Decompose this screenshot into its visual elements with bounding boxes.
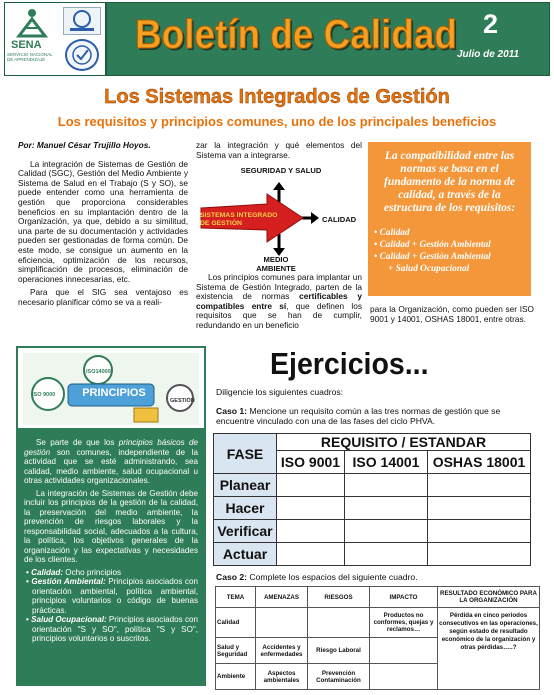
table-cell[interactable] — [370, 638, 438, 664]
principios-item — [24, 568, 198, 578]
callout-list — [374, 227, 525, 275]
diagram-label-bottom: MEDIO AMBIENTE — [256, 255, 296, 273]
article-paragraph: zar la integración y qué elementos del Sistema van a integrarse. — [196, 140, 362, 160]
case-1-text — [216, 406, 536, 426]
table-cell[interactable] — [308, 608, 370, 638]
case-2-description: Complete los espacios del siguiente cuadro. — [247, 572, 418, 582]
case-1-label: Caso 1: — [216, 406, 248, 416]
table-cell: Accidentes y enfermedades — [256, 638, 308, 664]
table-header: TEMA — [216, 587, 256, 608]
row-header: Calidad — [216, 608, 256, 638]
callout-item: • Calidad + Gestión Ambiental — [374, 251, 525, 263]
principios-item-text: Principios asociados con orientación "S y SO", política "S y SO", principios voluntarios o suscritos. — [32, 615, 198, 643]
principios-item-text: Ocho principios — [63, 567, 122, 577]
risk-table — [215, 586, 540, 690]
callout-item: • Calidad + Gestión Ambiental — [374, 239, 525, 251]
principios-panel — [16, 346, 206, 686]
article-column-2-bottom — [196, 273, 362, 331]
table-cell[interactable] — [256, 608, 308, 638]
answer-cell[interactable] — [345, 497, 428, 520]
certification-logo-icon — [63, 7, 101, 35]
exercises-title: Ejercicios... — [270, 346, 429, 381]
callout-box — [368, 142, 531, 296]
article-author: Por: Manuel César Trujillo Hoyos. — [18, 140, 151, 150]
phase-cell: Actuar — [214, 543, 277, 566]
requirement-header: REQUISITO / ESTANDAR — [277, 434, 531, 451]
article-bold-phrase: certificables y compatibles entre sí — [196, 291, 362, 311]
iso-9000-label: ISO 9000 — [32, 392, 56, 398]
article-subtitle: Los requisitos y principios comunes, uno de los principales beneficios — [57, 114, 497, 129]
principios-paragraph-1 — [24, 438, 198, 486]
case-2-label: Caso 2: — [216, 572, 248, 582]
article-paragraph — [196, 273, 362, 331]
principios-item-label: Calidad: — [31, 567, 64, 577]
table-cell[interactable] — [370, 664, 438, 690]
table-cell: Productos no conformes, quejas y reclamos… — [370, 608, 438, 638]
iso-14000-label: ISO14000 — [86, 369, 111, 375]
table-header: RIESGOS — [308, 587, 370, 608]
answer-cell[interactable] — [428, 520, 531, 543]
case-1-description: Mencione un requisito común a las tres normas de gestión que se encuentre vinculado con una de las fases del ciclo PHVA. — [216, 406, 501, 426]
answer-cell[interactable] — [428, 497, 531, 520]
logo-panel — [5, 3, 107, 75]
principios-item — [24, 615, 198, 644]
phase-header: FASE — [214, 434, 277, 474]
phase-cell: Verificar — [214, 520, 277, 543]
callout-item: + Salud Ocupacional — [388, 264, 470, 274]
table-header: RESULTADO ECONÓMICO PARA LA ORGANIZACIÓN — [438, 587, 540, 608]
standard-header: OSHAS 18001 — [428, 451, 531, 474]
principios-item — [24, 577, 198, 615]
table-cell: Aspectos ambientales — [256, 664, 308, 690]
article-paragraph-post: , que definen los requisitos que se han de cumplir, redundando en un beneficio — [196, 300, 363, 330]
quality-seal-icon — [65, 39, 99, 71]
phase-cell: Hacer — [214, 497, 277, 520]
article-paragraph: La integración de Sistemas de Gestión de Calidad (SGC), Gestión del Medio Ambiente y Sistema de Salud en el Trabajo (S y SO), se puede entender como una herramienta de gestión que proporciona considerables beneficios en su implantación dentro de la Organización, ya que, debido a su similitud, una parte de su documentación y actividades pueden ser gestionadas de forma común. De este modo, se consigue un aumento en la eficiencia, optimización de los recursos, simplificación de procesos, eliminación de operaciones innecesarias, etc. — [18, 158, 188, 284]
answer-cell[interactable] — [345, 474, 428, 497]
principios-item-label: Gestión Ambiental: — [31, 577, 106, 586]
row-header: Ambiente — [216, 664, 256, 690]
table-cell: Riesgo Laboral — [308, 638, 370, 664]
phase-cell: Planear — [214, 474, 277, 497]
answer-cell[interactable] — [277, 520, 345, 543]
callout-heading: La compatibilidad entre las normas se basa en el fundamento de la norma de calidad, a través de la estructura de los requisitos: — [383, 150, 516, 214]
answer-cell[interactable] — [428, 543, 531, 566]
sena-logo-icon — [15, 8, 49, 38]
phva-table — [213, 433, 531, 566]
header-banner — [4, 2, 550, 76]
principios-label: PRINCIPIOS — [82, 387, 146, 399]
table-cell: Pérdida en cinco periodos consecutivos en las operaciones, según estado de resultado económico de la organización y otras pérdidas…..? — [438, 608, 540, 690]
principios-item-text: Principios asociados con orientación ambiental, política ambiental, principios voluntarios o código de buenas prácticas. — [32, 577, 198, 615]
principios-list — [24, 568, 198, 644]
sena-subtitle: SERVICIO NACIONAL DE APRENDIZAJE — [7, 52, 53, 62]
table-cell: Prevención Contaminación — [308, 664, 370, 690]
table-header: IMPACTO — [370, 587, 438, 608]
row-header: Salud y Seguridad — [216, 638, 256, 664]
article-column-1 — [18, 141, 188, 308]
issue-date: Julio de 2011 — [457, 49, 520, 60]
answer-cell[interactable] — [277, 543, 345, 566]
table-header: AMENAZAS — [256, 587, 308, 608]
exercises-instruction: Diligencie los siguientes cuadros: — [216, 387, 344, 397]
principios-p1-pre: Se parte de que los — [36, 438, 119, 447]
answer-cell[interactable] — [345, 520, 428, 543]
callout-item: • Calidad — [374, 227, 525, 239]
article-column-3 — [370, 305, 534, 324]
article-paragraph: Para que el SIG sea ventajoso es necesario planificar cómo se va a reali- — [18, 287, 188, 307]
diagram-label-top: SEGURIDAD Y SALUD — [240, 166, 322, 175]
gestion-label: GESTIÓN — [170, 398, 195, 404]
principios-paragraph-2: La integración de Sistemas de Gestión debe incluir los principios de la gestión de la calidad, la preservación del medio ambiente, la prevención de riesgos laborales y la responsabilidad social, adecuados a la cultura, la política, los objetivos generales de la organización y las expectativas y necesidades de los clientes. — [24, 488, 198, 564]
issue-number: 2 — [483, 9, 499, 39]
article-paragraph: para la Organización, como pueden ser ISO 9001 y 14001, OSHAS 18001, entre otras. — [370, 304, 534, 324]
principios-item-label: Salud Ocupacional: — [31, 615, 107, 624]
article-paragraph-pre: Los principios comunes para implantar un Sistema de Gestión Integrado, parten de la existencia de normas — [196, 272, 362, 302]
answer-cell[interactable] — [428, 474, 531, 497]
sena-name: SENA — [11, 39, 42, 51]
answer-cell[interactable] — [277, 497, 345, 520]
standard-header: ISO 9001 — [277, 451, 345, 474]
diagram-label-center: SISTEMAS INTEGRADO DE GESTIÓN — [200, 212, 278, 227]
article-column-2-top — [196, 141, 362, 160]
article-title: Los Sistemas Integrados de Gestión — [104, 86, 450, 108]
answer-cell[interactable] — [277, 474, 345, 497]
principios-p1-emphasis: principios básicos de gestión — [24, 438, 198, 457]
case-2-text — [216, 572, 418, 582]
bulletin-title: Boletín de Calidad — [135, 11, 457, 57]
principios-text — [24, 438, 198, 644]
diagram-label-right: CALIDAD — [322, 215, 357, 224]
principios-p1-post: son comunes, independiente de la actividad que se esté administrando, sea calidad, medio ambiente, salud ocupacional u otras actividades organizacionales. — [24, 447, 198, 485]
standard-header: ISO 14001 — [345, 451, 428, 474]
answer-cell[interactable] — [345, 543, 428, 566]
